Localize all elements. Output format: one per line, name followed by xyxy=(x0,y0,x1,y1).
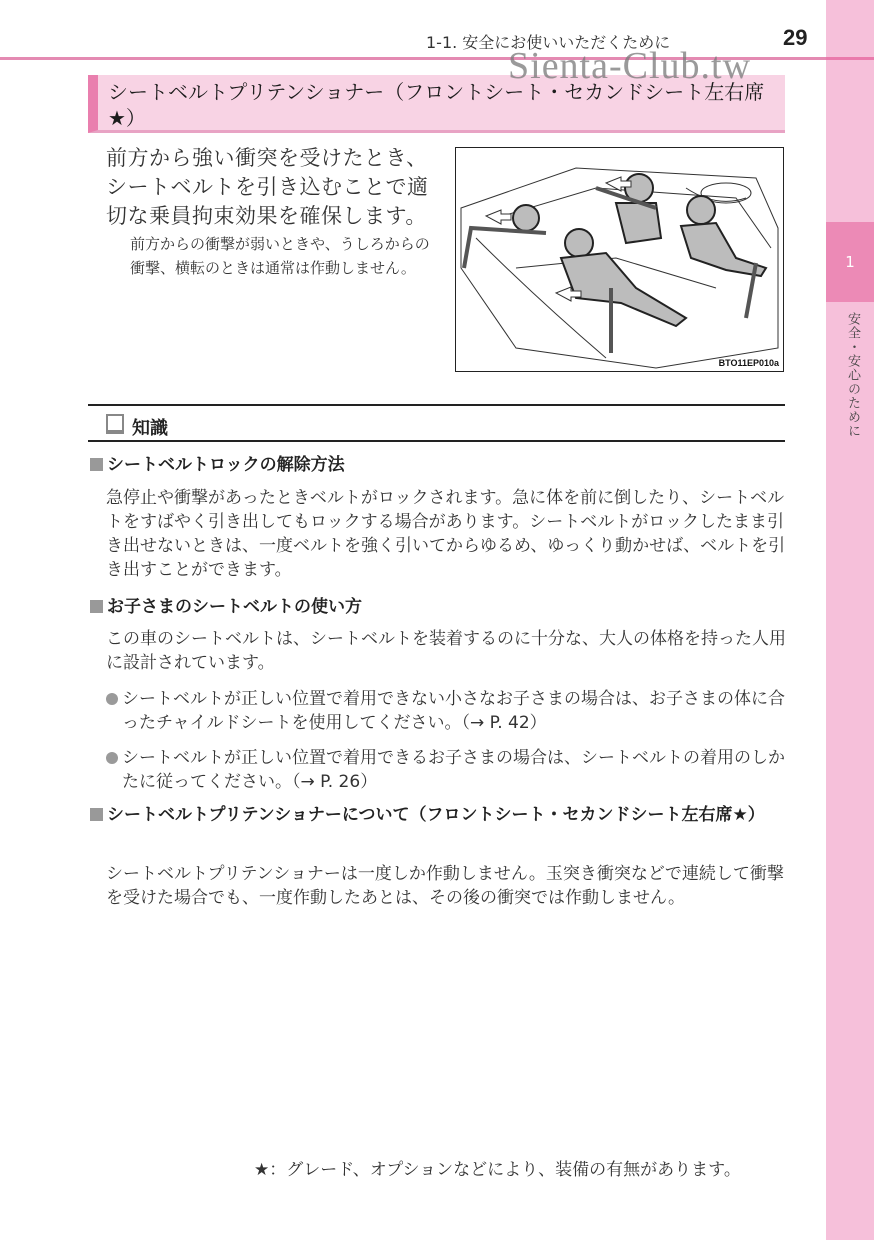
watermark: Sienta-Club.tw xyxy=(508,45,752,87)
seatbelt-illustration xyxy=(455,147,784,372)
chapter-tab[interactable] xyxy=(826,222,874,302)
car-interior-icon xyxy=(456,148,782,370)
square-bullet-icon xyxy=(90,600,103,613)
page-title: シートベルトプリテンショナー（フロントシート・セカンドシート左右席★） xyxy=(108,80,765,130)
paragraph-pretensioner: シートベルトプリテンショナーは一度しか作動しません。玉突き衝突などで連続して衝撃を受けた場合でも、一度作動したあとは、その後の衝突では作動しません。 xyxy=(106,864,784,908)
knowledge-header xyxy=(88,404,785,442)
book-icon xyxy=(106,414,124,434)
paragraph-seatbelt-lock: 急停止や衝撃があったときベルトがロックされます。急に体を前に倒したり、シートベルトをすばやく引き出してもロックする場合があります。シートベルトがロックしたまま引き出せないときは、一度ベルトを強く引いてからゆるめ、ゆっくり動かせば、ベルトを引き出すことができます。 xyxy=(106,488,786,580)
footnote-star: ★：グレード、オプションなどにより、装備の有無があります。 xyxy=(254,1160,741,1180)
section-heading-pretensioner: シートベルトプリテンショナーについて（フロントシート・セカンドシート左右席★） xyxy=(90,803,790,827)
square-bullet-icon xyxy=(90,808,103,821)
bullet-child-seat: シートベルトが正しい位置で着用できない小さなお子さまの場合は、お子さまの体に合ったチャイルドシートを使用してください。（→ P. 42） xyxy=(106,687,788,735)
intro-text: 前方から強い衝突を受けたとき、シートベルトを引き込むことで適切な乗員拘束効果を確保します。 xyxy=(106,146,429,228)
section-heading-seatbelt-lock: シートベルトロックの解除方法 xyxy=(90,453,790,477)
knowledge-title: 知識 xyxy=(132,418,168,439)
section-header: 1-1. 安全にお使いいただくために xyxy=(426,33,671,52)
paragraph-child-seatbelt: この車のシートベルトは、シートベルトを装着するのに十分な、大人の体格を持った人用に設計されています。 xyxy=(106,629,786,673)
figure-code: BTO11EP010a xyxy=(718,358,779,368)
section-heading-child-seatbelt: お子さまのシートベルトの使い方 xyxy=(90,595,790,619)
intro-note: 前方からの衝撃が弱いときや、うしろからの衝撃、横転のときは通常は作動しません。 xyxy=(130,235,430,277)
square-bullet-icon xyxy=(90,458,103,471)
bullet-dot-icon xyxy=(106,693,118,705)
chapter-side-strip xyxy=(826,0,874,1240)
bullet-seatbelt-usage: シートベルトが正しい位置で着用できるお子さまの場合は、シートベルトの着用のしかたに従ってください。（→ P. 26） xyxy=(106,746,788,794)
page-number: 29 xyxy=(783,25,808,50)
bullet-dot-icon xyxy=(106,752,118,764)
chapter-number: 1 xyxy=(845,253,855,271)
chapter-label: 安全・安心のために xyxy=(845,312,860,438)
